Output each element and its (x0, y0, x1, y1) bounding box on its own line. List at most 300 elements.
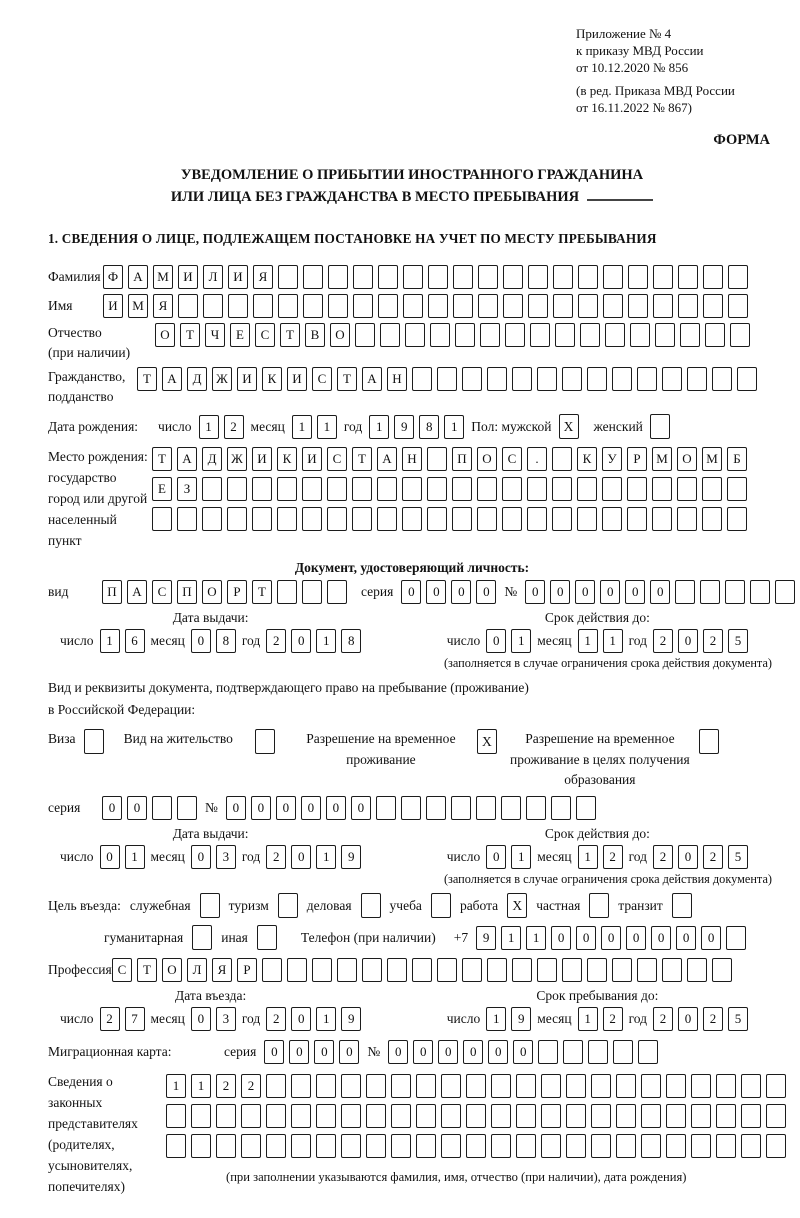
char-cell[interactable]: 0 (451, 580, 471, 604)
char-cell[interactable] (737, 367, 757, 391)
char-cell[interactable] (552, 447, 572, 471)
char-cell[interactable]: Л (187, 958, 207, 982)
char-cell[interactable]: Ч (205, 323, 225, 347)
char-cell[interactable] (638, 1040, 658, 1064)
doc-expiry-year-cells[interactable] (653, 629, 748, 653)
char-cell[interactable]: И (228, 265, 248, 289)
char-cell[interactable] (216, 1134, 236, 1158)
char-cell[interactable] (502, 507, 522, 531)
char-cell[interactable] (341, 1134, 361, 1158)
permit-education-checkbox[interactable] (699, 729, 719, 754)
residence-expiry-month-cells[interactable] (578, 845, 623, 869)
char-cell[interactable]: 2 (653, 1007, 673, 1031)
char-cell[interactable]: 0 (426, 580, 446, 604)
char-cell[interactable]: 0 (191, 845, 211, 869)
char-cell[interactable]: О (162, 958, 182, 982)
char-cell[interactable]: К (277, 447, 297, 471)
char-cell[interactable] (552, 477, 572, 501)
char-cell[interactable] (403, 294, 423, 318)
char-cell[interactable] (637, 958, 657, 982)
birthplace-row2-cells[interactable] (152, 477, 747, 501)
char-cell[interactable] (355, 323, 375, 347)
char-cell[interactable] (328, 294, 348, 318)
char-cell[interactable] (691, 1134, 711, 1158)
char-cell[interactable]: А (377, 447, 397, 471)
purpose-option-checkbox[interactable] (431, 893, 451, 918)
char-cell[interactable]: Т (137, 367, 157, 391)
char-cell[interactable]: 1 (511, 845, 531, 869)
char-cell[interactable] (362, 958, 382, 982)
char-cell[interactable]: 0 (351, 796, 371, 820)
char-cell[interactable] (376, 796, 396, 820)
char-cell[interactable]: 1 (292, 415, 312, 439)
char-cell[interactable] (603, 294, 623, 318)
char-cell[interactable] (391, 1104, 411, 1128)
char-cell[interactable] (312, 958, 332, 982)
char-cell[interactable] (716, 1134, 736, 1158)
char-cell[interactable] (291, 1134, 311, 1158)
char-cell[interactable] (766, 1074, 786, 1098)
char-cell[interactable] (452, 477, 472, 501)
char-cell[interactable]: 1 (316, 1007, 336, 1031)
char-cell[interactable]: 1 (578, 845, 598, 869)
char-cell[interactable]: А (128, 265, 148, 289)
char-cell[interactable]: 2 (703, 845, 723, 869)
char-cell[interactable] (278, 294, 298, 318)
char-cell[interactable] (253, 294, 273, 318)
char-cell[interactable] (316, 1074, 336, 1098)
char-cell[interactable] (516, 1134, 536, 1158)
char-cell[interactable] (541, 1074, 561, 1098)
char-cell[interactable] (588, 1040, 608, 1064)
char-cell[interactable] (391, 1134, 411, 1158)
char-cell[interactable] (501, 796, 521, 820)
char-cell[interactable]: 0 (551, 926, 571, 950)
char-cell[interactable] (537, 367, 557, 391)
doc-expiry-day-cells[interactable] (486, 629, 531, 653)
char-cell[interactable] (202, 477, 222, 501)
doc-issue-year-cells[interactable] (266, 629, 361, 653)
char-cell[interactable] (726, 926, 746, 950)
char-cell[interactable]: Н (402, 447, 422, 471)
char-cell[interactable] (578, 265, 598, 289)
char-cell[interactable] (716, 1074, 736, 1098)
char-cell[interactable]: 0 (678, 629, 698, 653)
char-cell[interactable] (562, 367, 582, 391)
char-cell[interactable] (453, 294, 473, 318)
char-cell[interactable]: 0 (550, 580, 570, 604)
char-cell[interactable]: 1 (501, 926, 521, 950)
char-cell[interactable] (637, 367, 657, 391)
char-cell[interactable]: 9 (341, 1007, 361, 1031)
char-cell[interactable] (628, 294, 648, 318)
char-cell[interactable]: 0 (676, 926, 696, 950)
char-cell[interactable] (678, 265, 698, 289)
char-cell[interactable] (152, 507, 172, 531)
char-cell[interactable] (352, 477, 372, 501)
char-cell[interactable] (703, 265, 723, 289)
char-cell[interactable] (391, 1074, 411, 1098)
residence-number-cells[interactable] (226, 796, 596, 820)
birthplace-row3-cells[interactable] (152, 507, 747, 531)
char-cell[interactable]: 2 (100, 1007, 120, 1031)
char-cell[interactable]: А (177, 447, 197, 471)
char-cell[interactable] (702, 477, 722, 501)
char-cell[interactable] (703, 294, 723, 318)
char-cell[interactable] (730, 323, 750, 347)
char-cell[interactable]: 0 (575, 580, 595, 604)
char-cell[interactable] (266, 1134, 286, 1158)
char-cell[interactable]: Т (137, 958, 157, 982)
char-cell[interactable]: Т (352, 447, 372, 471)
char-cell[interactable] (562, 958, 582, 982)
char-cell[interactable]: Р (627, 447, 647, 471)
char-cell[interactable] (377, 477, 397, 501)
char-cell[interactable]: 0 (314, 1040, 334, 1064)
char-cell[interactable]: 0 (291, 845, 311, 869)
char-cell[interactable] (712, 958, 732, 982)
char-cell[interactable]: О (677, 447, 697, 471)
char-cell[interactable]: М (702, 447, 722, 471)
patronymic-cells[interactable] (155, 323, 750, 347)
char-cell[interactable]: 5 (728, 1007, 748, 1031)
char-cell[interactable] (316, 1134, 336, 1158)
char-cell[interactable] (453, 265, 473, 289)
char-cell[interactable]: Т (337, 367, 357, 391)
char-cell[interactable] (526, 796, 546, 820)
char-cell[interactable] (302, 477, 322, 501)
char-cell[interactable] (566, 1074, 586, 1098)
char-cell[interactable] (541, 1134, 561, 1158)
char-cell[interactable]: 0 (301, 796, 321, 820)
residence-expiry-day-cells[interactable] (486, 845, 531, 869)
char-cell[interactable]: С (255, 323, 275, 347)
char-cell[interactable] (191, 1104, 211, 1128)
char-cell[interactable] (287, 958, 307, 982)
char-cell[interactable] (528, 294, 548, 318)
char-cell[interactable]: 2 (224, 415, 244, 439)
char-cell[interactable] (177, 507, 197, 531)
char-cell[interactable]: 0 (678, 1007, 698, 1031)
char-cell[interactable]: 9 (476, 926, 496, 950)
char-cell[interactable] (426, 796, 446, 820)
char-cell[interactable] (441, 1074, 461, 1098)
char-cell[interactable] (266, 1104, 286, 1128)
char-cell[interactable]: 1 (578, 629, 598, 653)
char-cell[interactable] (641, 1134, 661, 1158)
char-cell[interactable]: Л (203, 265, 223, 289)
char-cell[interactable] (612, 367, 632, 391)
char-cell[interactable]: 0 (525, 580, 545, 604)
doc-number-cells[interactable] (525, 580, 795, 604)
representatives-row2-cells[interactable] (166, 1104, 786, 1128)
char-cell[interactable] (653, 294, 673, 318)
doc-expiry-month-cells[interactable] (578, 629, 623, 653)
char-cell[interactable] (712, 367, 732, 391)
char-cell[interactable]: М (153, 265, 173, 289)
char-cell[interactable]: 0 (226, 796, 246, 820)
char-cell[interactable] (678, 294, 698, 318)
char-cell[interactable] (616, 1104, 636, 1128)
char-cell[interactable]: 3 (216, 845, 236, 869)
char-cell[interactable] (441, 1104, 461, 1128)
char-cell[interactable]: Е (152, 477, 172, 501)
char-cell[interactable] (402, 507, 422, 531)
char-cell[interactable] (466, 1134, 486, 1158)
char-cell[interactable]: Р (227, 580, 247, 604)
char-cell[interactable] (277, 507, 297, 531)
char-cell[interactable] (252, 507, 272, 531)
char-cell[interactable]: Т (180, 323, 200, 347)
char-cell[interactable] (541, 1104, 561, 1128)
char-cell[interactable]: 1 (444, 415, 464, 439)
char-cell[interactable]: И (237, 367, 257, 391)
char-cell[interactable] (437, 367, 457, 391)
char-cell[interactable] (516, 1104, 536, 1128)
char-cell[interactable]: 9 (394, 415, 414, 439)
char-cell[interactable]: П (102, 580, 122, 604)
char-cell[interactable] (591, 1074, 611, 1098)
char-cell[interactable] (662, 958, 682, 982)
char-cell[interactable]: 9 (341, 845, 361, 869)
char-cell[interactable] (480, 323, 500, 347)
residence-issue-month-cells[interactable] (191, 845, 236, 869)
char-cell[interactable]: 0 (513, 1040, 533, 1064)
char-cell[interactable]: К (577, 447, 597, 471)
char-cell[interactable]: И (302, 447, 322, 471)
char-cell[interactable] (451, 796, 471, 820)
char-cell[interactable] (203, 294, 223, 318)
char-cell[interactable] (191, 1134, 211, 1158)
char-cell[interactable] (627, 477, 647, 501)
char-cell[interactable]: 0 (413, 1040, 433, 1064)
char-cell[interactable] (655, 323, 675, 347)
char-cell[interactable]: Ж (212, 367, 232, 391)
char-cell[interactable] (478, 294, 498, 318)
char-cell[interactable] (427, 477, 447, 501)
char-cell[interactable]: О (477, 447, 497, 471)
char-cell[interactable] (476, 796, 496, 820)
char-cell[interactable] (402, 477, 422, 501)
char-cell[interactable] (705, 323, 725, 347)
char-cell[interactable] (702, 507, 722, 531)
char-cell[interactable] (652, 477, 672, 501)
char-cell[interactable] (241, 1134, 261, 1158)
char-cell[interactable]: 0 (339, 1040, 359, 1064)
char-cell[interactable] (750, 580, 770, 604)
doc-series-cells[interactable] (401, 580, 496, 604)
char-cell[interactable]: 0 (438, 1040, 458, 1064)
char-cell[interactable] (462, 958, 482, 982)
char-cell[interactable]: 0 (191, 629, 211, 653)
char-cell[interactable]: К (262, 367, 282, 391)
char-cell[interactable] (641, 1104, 661, 1128)
char-cell[interactable] (652, 507, 672, 531)
char-cell[interactable]: С (312, 367, 332, 391)
char-cell[interactable]: 0 (626, 926, 646, 950)
char-cell[interactable] (416, 1074, 436, 1098)
char-cell[interactable] (477, 507, 497, 531)
surname-cells[interactable] (103, 265, 748, 289)
char-cell[interactable] (227, 477, 247, 501)
char-cell[interactable] (576, 796, 596, 820)
char-cell[interactable]: 1 (317, 415, 337, 439)
char-cell[interactable] (691, 1104, 711, 1128)
char-cell[interactable]: 0 (601, 926, 621, 950)
char-cell[interactable] (262, 958, 282, 982)
char-cell[interactable] (603, 265, 623, 289)
char-cell[interactable] (727, 507, 747, 531)
purpose-option-checkbox[interactable] (361, 893, 381, 918)
char-cell[interactable] (630, 323, 650, 347)
char-cell[interactable]: 0 (100, 845, 120, 869)
char-cell[interactable]: И (287, 367, 307, 391)
char-cell[interactable] (551, 796, 571, 820)
char-cell[interactable]: 2 (703, 1007, 723, 1031)
char-cell[interactable] (166, 1134, 186, 1158)
char-cell[interactable] (566, 1104, 586, 1128)
char-cell[interactable] (491, 1104, 511, 1128)
char-cell[interactable]: А (362, 367, 382, 391)
stay-month-cells[interactable] (578, 1007, 623, 1031)
char-cell[interactable]: . (527, 447, 547, 471)
char-cell[interactable]: 5 (728, 629, 748, 653)
purpose-option-checkbox[interactable] (278, 893, 298, 918)
char-cell[interactable]: 1 (511, 629, 531, 653)
char-cell[interactable]: 5 (728, 845, 748, 869)
char-cell[interactable]: 1 (486, 1007, 506, 1031)
citizenship-cells[interactable] (137, 367, 757, 391)
char-cell[interactable] (666, 1134, 686, 1158)
char-cell[interactable] (505, 323, 525, 347)
char-cell[interactable] (216, 1104, 236, 1128)
char-cell[interactable]: О (202, 580, 222, 604)
char-cell[interactable] (302, 507, 322, 531)
char-cell[interactable] (302, 580, 322, 604)
char-cell[interactable] (741, 1074, 761, 1098)
char-cell[interactable] (412, 367, 432, 391)
char-cell[interactable] (487, 367, 507, 391)
residence-expiry-year-cells[interactable] (653, 845, 748, 869)
char-cell[interactable] (538, 1040, 558, 1064)
char-cell[interactable]: П (452, 447, 472, 471)
char-cell[interactable] (316, 1104, 336, 1128)
char-cell[interactable]: С (502, 447, 522, 471)
char-cell[interactable]: 0 (625, 580, 645, 604)
char-cell[interactable] (775, 580, 795, 604)
char-cell[interactable]: 2 (216, 1074, 236, 1098)
char-cell[interactable] (528, 265, 548, 289)
char-cell[interactable]: И (252, 447, 272, 471)
char-cell[interactable] (591, 1134, 611, 1158)
char-cell[interactable]: 0 (463, 1040, 483, 1064)
permit-residence-checkbox[interactable] (255, 729, 275, 754)
char-cell[interactable]: Я (153, 294, 173, 318)
doc-issue-day-cells[interactable] (100, 629, 145, 653)
char-cell[interactable] (602, 477, 622, 501)
char-cell[interactable]: Д (187, 367, 207, 391)
char-cell[interactable]: Ф (103, 265, 123, 289)
char-cell[interactable]: М (128, 294, 148, 318)
char-cell[interactable] (691, 1074, 711, 1098)
char-cell[interactable] (612, 958, 632, 982)
char-cell[interactable]: С (112, 958, 132, 982)
char-cell[interactable] (277, 477, 297, 501)
permit-temp-checkbox[interactable]: X (477, 729, 497, 754)
char-cell[interactable] (477, 477, 497, 501)
char-cell[interactable] (741, 1104, 761, 1128)
char-cell[interactable]: 0 (678, 845, 698, 869)
char-cell[interactable]: Т (252, 580, 272, 604)
char-cell[interactable] (341, 1074, 361, 1098)
char-cell[interactable] (687, 367, 707, 391)
birth-year-cells[interactable] (369, 415, 464, 439)
char-cell[interactable] (627, 507, 647, 531)
char-cell[interactable]: 0 (127, 796, 147, 820)
char-cell[interactable] (587, 958, 607, 982)
char-cell[interactable] (366, 1104, 386, 1128)
char-cell[interactable] (662, 367, 682, 391)
char-cell[interactable]: 3 (216, 1007, 236, 1031)
phone-cells[interactable] (476, 926, 746, 950)
char-cell[interactable]: 2 (266, 1007, 286, 1031)
sex-female-checkbox[interactable] (650, 414, 670, 439)
char-cell[interactable] (291, 1104, 311, 1128)
char-cell[interactable] (416, 1134, 436, 1158)
char-cell[interactable] (387, 958, 407, 982)
char-cell[interactable] (680, 323, 700, 347)
char-cell[interactable] (566, 1134, 586, 1158)
char-cell[interactable] (537, 958, 557, 982)
char-cell[interactable]: 7 (125, 1007, 145, 1031)
char-cell[interactable] (587, 367, 607, 391)
char-cell[interactable] (266, 1074, 286, 1098)
char-cell[interactable]: 1 (369, 415, 389, 439)
char-cell[interactable] (452, 507, 472, 531)
char-cell[interactable] (766, 1134, 786, 1158)
char-cell[interactable] (327, 507, 347, 531)
char-cell[interactable] (462, 367, 482, 391)
char-cell[interactable]: Т (280, 323, 300, 347)
char-cell[interactable] (455, 323, 475, 347)
purpose-option-checkbox[interactable] (257, 925, 277, 950)
char-cell[interactable] (628, 265, 648, 289)
char-cell[interactable] (552, 507, 572, 531)
firstname-cells[interactable] (103, 294, 748, 318)
char-cell[interactable] (580, 323, 600, 347)
char-cell[interactable] (303, 294, 323, 318)
char-cell[interactable] (466, 1074, 486, 1098)
char-cell[interactable]: 0 (600, 580, 620, 604)
char-cell[interactable] (503, 294, 523, 318)
doc-kind-cells[interactable] (102, 580, 347, 604)
residence-issue-day-cells[interactable] (100, 845, 145, 869)
residence-series-cells[interactable] (102, 796, 197, 820)
char-cell[interactable]: 1 (578, 1007, 598, 1031)
char-cell[interactable]: 0 (102, 796, 122, 820)
char-cell[interactable] (241, 1104, 261, 1128)
char-cell[interactable]: 0 (289, 1040, 309, 1064)
char-cell[interactable] (412, 958, 432, 982)
char-cell[interactable]: 2 (266, 845, 286, 869)
char-cell[interactable] (577, 477, 597, 501)
char-cell[interactable] (337, 958, 357, 982)
char-cell[interactable]: 1 (199, 415, 219, 439)
char-cell[interactable]: 0 (576, 926, 596, 950)
char-cell[interactable]: 0 (650, 580, 670, 604)
char-cell[interactable] (527, 477, 547, 501)
char-cell[interactable]: И (103, 294, 123, 318)
